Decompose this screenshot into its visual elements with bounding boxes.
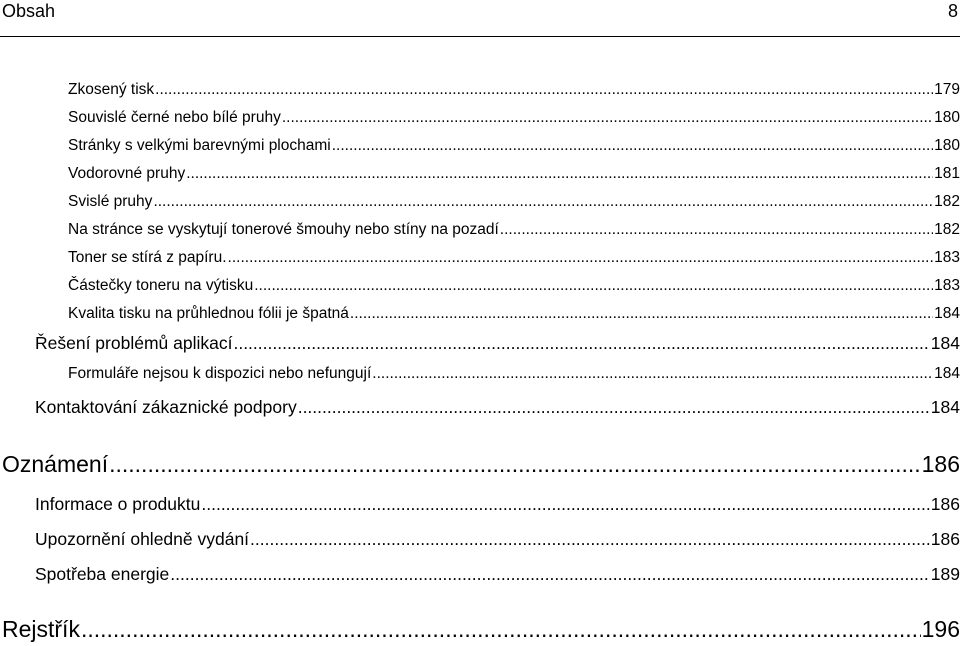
dot-leader [254,275,933,297]
toc-entry-label: Částečky toneru na výtisku [68,277,254,294]
dot-leader [500,219,933,241]
toc-entry-label: Zkosený tisk [68,81,155,98]
toc-entry-page: 180 [934,137,960,154]
toc-entry[interactable] [2,448,960,480]
dot-leader [81,613,921,645]
toc-entry-label: Svislé pruhy [68,193,153,210]
page-number: 8 [947,1,958,21]
toc-entry-page: 186 [921,451,960,477]
toc-entry[interactable] [68,107,960,129]
toc-entry[interactable] [2,613,960,645]
toc-entry[interactable] [68,219,960,241]
toc-entry-page: 186 [930,529,960,549]
toc-entry[interactable] [68,275,960,297]
dot-leader [201,492,929,516]
toc-entry-label: Upozornění ohledně vydání [35,529,250,549]
dot-leader [350,303,933,325]
toc-entry[interactable] [68,247,960,269]
toc-entry-label: Rejstřík [2,616,80,642]
toc-entry-page: 182 [934,193,960,210]
dot-leader [298,395,930,419]
toc-entry-page: 196 [921,616,960,642]
toc-entry[interactable] [35,492,960,516]
dot-leader [186,163,933,185]
toc-entry-label: Kvalita tisku na průhlednou fólii je špatná [68,305,349,322]
toc-entry-label: Informace o produktu [35,494,201,514]
toc-entry-label: Stránky s velkými barevnými plochami [68,137,331,154]
toc-entry-page: 179 [934,81,960,98]
dot-leader [155,79,933,101]
toc-entry-page: 184 [934,365,960,382]
toc-entry-label: Toner se stírá z papíru. [68,249,227,266]
toc-entry[interactable] [68,303,960,325]
toc-entry-page: 183 [934,277,960,294]
toc-entry[interactable] [35,395,960,419]
dot-leader [233,331,929,355]
toc-entry-label: Oznámení [2,451,109,477]
toc-entry-label: Řešení problémů aplikací [35,333,233,353]
toc-entry-label: Spotřeba energie [35,564,170,584]
toc-entry[interactable] [35,527,960,551]
toc-entry-page: 181 [934,165,960,182]
toc-entry-label: Na stránce se vyskytují tonerové šmouhy nebo stíny na pozadí [68,221,499,238]
toc-entry[interactable] [68,191,960,213]
toc-entry-page: 184 [934,305,960,322]
toc-entry-label: Souvislé černé nebo bílé pruhy [68,109,281,126]
toc-entry-page: 180 [934,109,960,126]
dot-leader [250,527,930,551]
toc-entry-page: 186 [930,494,960,514]
toc-entry-page: 184 [930,333,960,353]
section-title: Obsah [2,1,56,21]
toc-entry-label: Vodorovné pruhy [68,165,186,182]
toc-entry-page: 183 [934,249,960,266]
toc-entry[interactable] [68,135,960,157]
dot-leader [153,191,933,213]
dot-leader [109,448,921,480]
toc-entry[interactable] [35,331,960,355]
dot-leader [282,107,933,129]
toc-entry-page: 189 [930,564,960,584]
dot-leader [228,247,934,269]
toc-entry-label: Kontaktování zákaznické podpory [35,397,297,417]
toc-entry[interactable] [68,163,960,185]
toc-entry[interactable] [35,562,960,586]
dot-leader [170,562,930,586]
dot-leader [332,135,933,157]
toc-entry-page: 182 [934,221,960,238]
toc-entry[interactable] [68,363,960,385]
toc-entry[interactable] [68,79,960,101]
toc-entry-page: 184 [930,397,960,417]
toc-entry-label: Formuláře nejsou k dispozici nebo nefungují [68,365,372,382]
dot-leader [372,363,933,385]
